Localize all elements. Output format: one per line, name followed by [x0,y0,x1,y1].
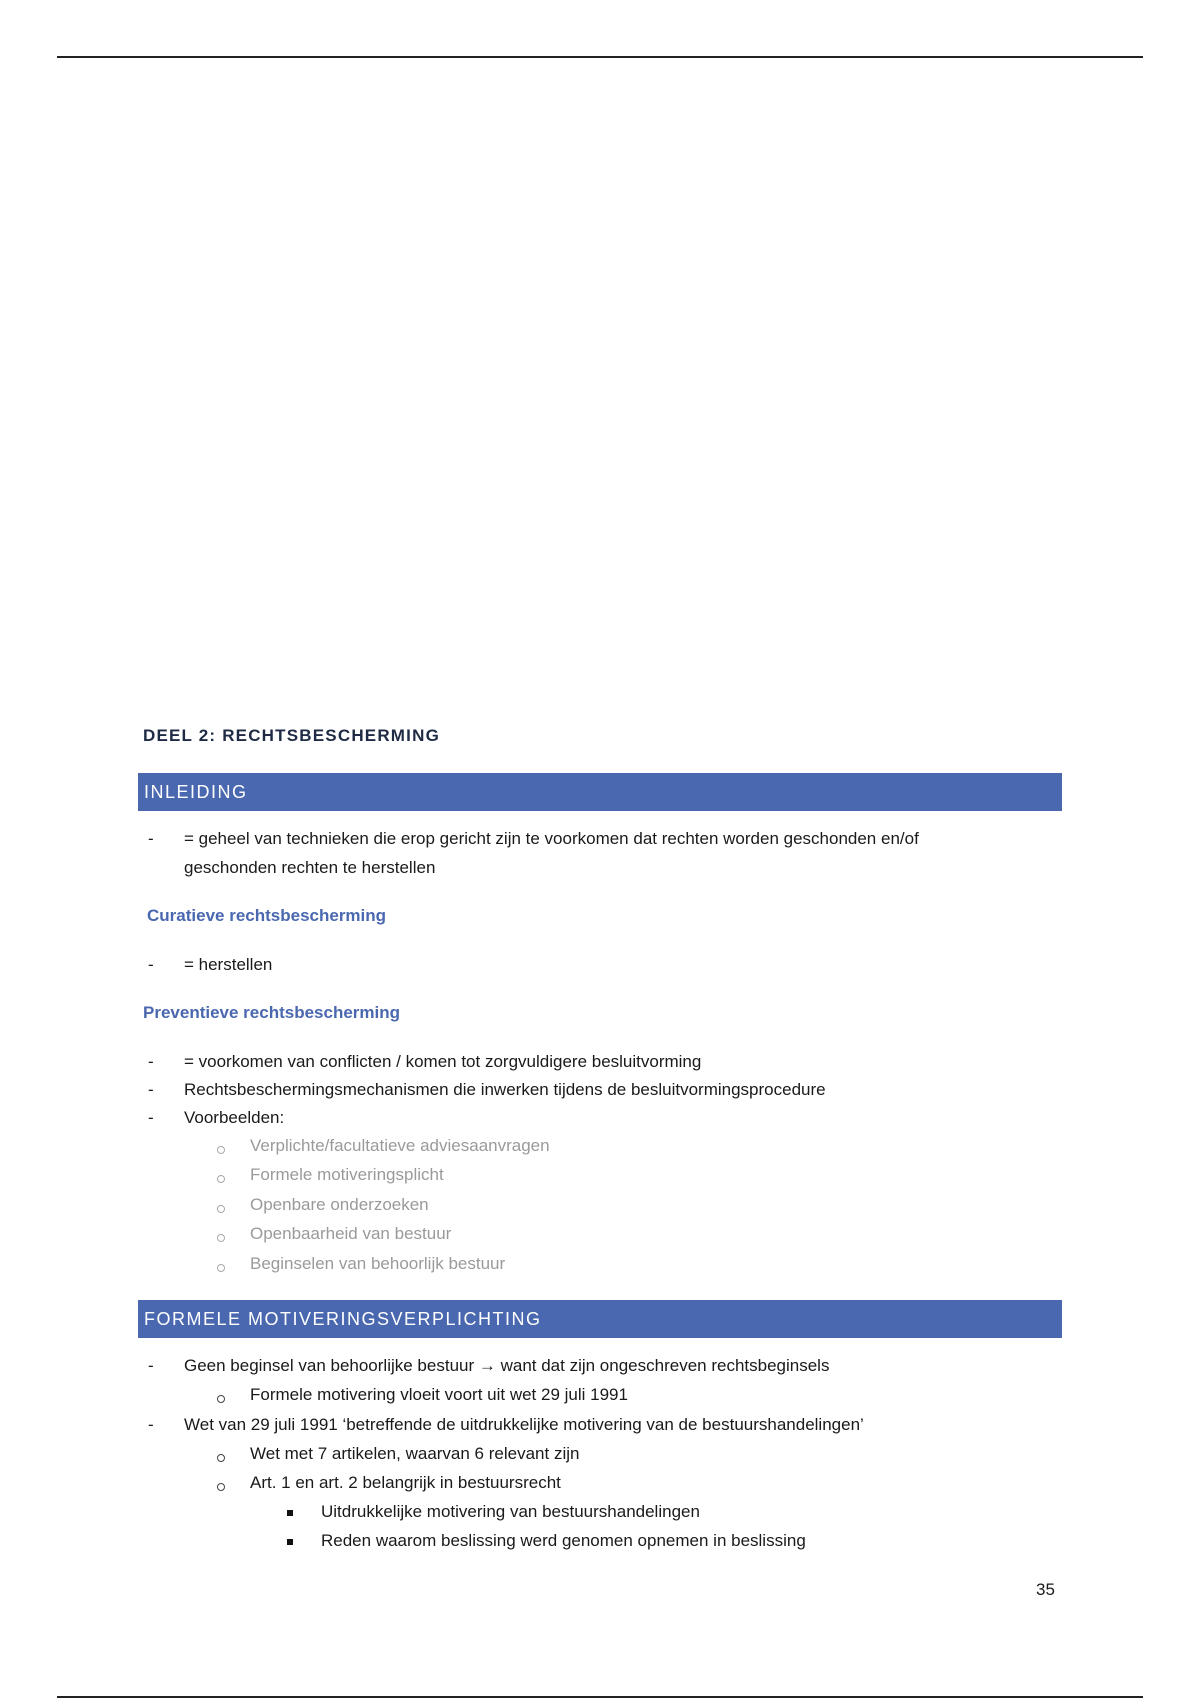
part-title: DEEL 2: RECHTSBESCHERMING [143,726,440,745]
example-item: Beginselen van behoorlijk bestuur [250,1254,506,1273]
circle-bullet-icon [217,1175,225,1183]
example-item: Formele motiveringsplicht [250,1165,444,1184]
dash-bullet: - [148,1052,154,1071]
circle-bullet-icon [217,1146,225,1154]
preventieve-bullet: Voorbeelden: [184,1108,285,1127]
square-bullet-icon [287,1539,293,1545]
circle-bullet-icon [217,1395,225,1403]
circle-bullet-icon [217,1205,225,1213]
dash-bullet: - [148,1080,154,1099]
curatieve-bullet: = herstellen [184,955,273,974]
subheading-curatieve: Curatieve rechtsbescherming [147,906,387,925]
section-banner-formele: FORMELE MOTIVERINGSVERPLICHTING [138,1300,1062,1338]
bottom-rule [57,1696,1143,1698]
formele-bullet: Wet van 29 juli 1991 ‘betreffende de uitdrukkelijke motivering van de bestuurshandelingen’ [184,1415,864,1434]
formele-subbullet: Wet met 7 artikelen, waarvan 6 relevant zijn [250,1444,580,1463]
circle-bullet-icon [217,1483,225,1491]
preventieve-bullet: = voorkomen van conflicten / komen tot zorgvuldigere besluitvorming [184,1052,702,1071]
example-item: Openbare onderzoeken [250,1195,429,1214]
page-number: 35 [1036,1580,1055,1599]
circle-bullet-icon [217,1234,225,1242]
subheading-preventieve: Preventieve rechtsbescherming [143,1003,401,1022]
dash-bullet: - [148,829,154,848]
formele-subbullet: Art. 1 en art. 2 belangrijk in bestuursrecht [250,1473,561,1492]
square-bullet-icon [287,1510,293,1516]
circle-bullet-icon [217,1454,225,1462]
top-rule [57,56,1143,58]
preventieve-bullet: Rechtsbeschermingsmechanismen die inwerken tijdens de besluitvormingsprocedure [184,1080,826,1099]
formele-subsubbullet: Reden waarom beslissing werd genomen opnemen in beslissing [321,1531,806,1550]
formele-subsubbullet: Uitdrukkelijke motivering van bestuurshandelingen [321,1502,700,1521]
dash-bullet: - [148,955,154,974]
dash-bullet: - [148,1415,154,1434]
dash-bullet: - [148,1108,154,1127]
formele-bullet: Geen beginsel van behoorlijke bestuur → want dat zijn ongeschreven rechtsbeginsels [184,1356,830,1375]
example-item: Openbaarheid van bestuur [250,1224,452,1243]
circle-bullet-icon [217,1264,225,1272]
section-banner-inleiding: INLEIDING [138,773,1062,811]
intro-bullet-line1: = geheel van technieken die erop gericht zijn te voorkomen dat rechten worden geschonden en/of [184,829,919,848]
intro-bullet-line2: geschonden rechten te herstellen [184,858,436,877]
example-item: Verplichte/facultatieve adviesaanvragen [250,1136,550,1155]
formele-subbullet: Formele motivering vloeit voort uit wet 29 juli 1991 [250,1385,628,1404]
dash-bullet: - [148,1356,154,1375]
